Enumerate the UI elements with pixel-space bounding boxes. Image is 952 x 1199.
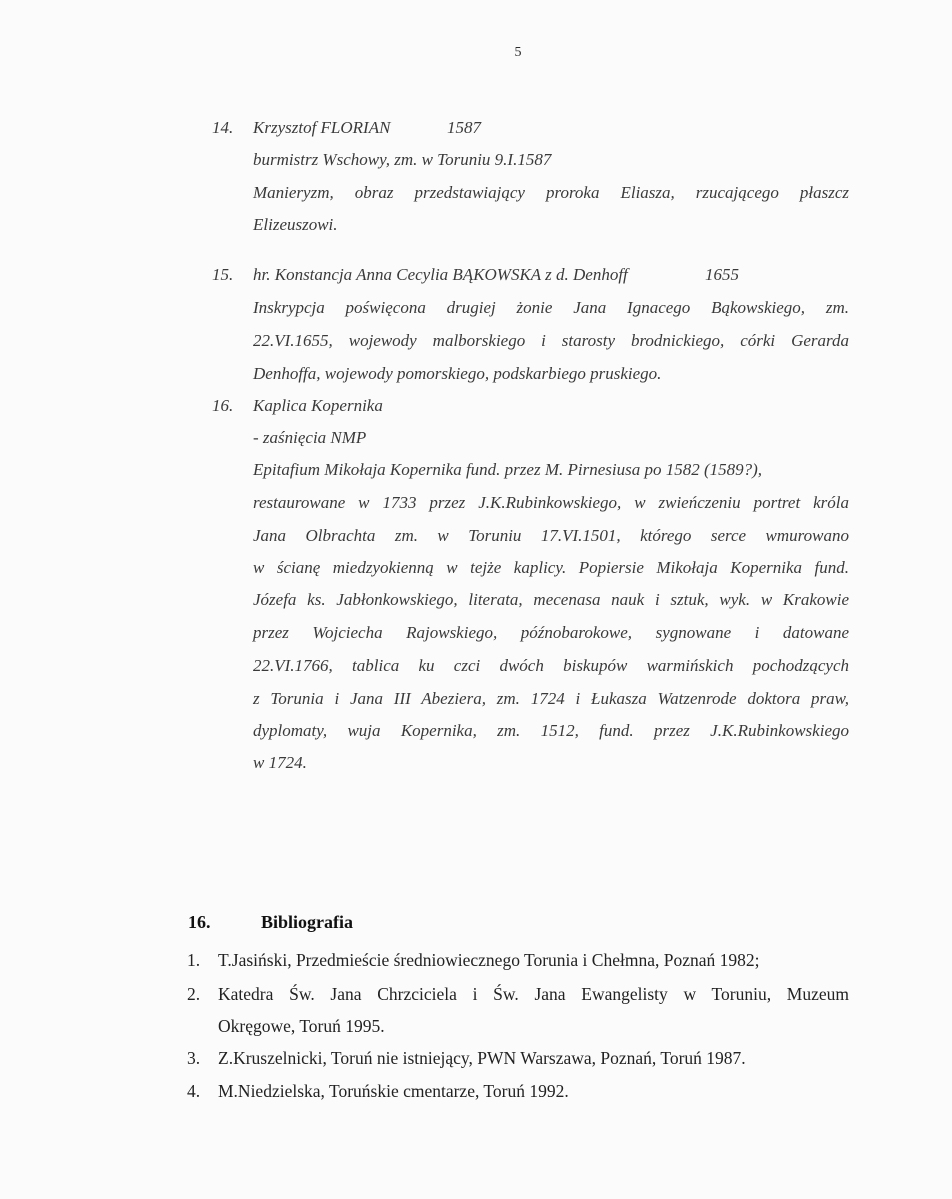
entry-line: przez Wojciecha Rajowskiego, późnobarokowe, sygnowane i datowane	[253, 623, 849, 642]
item-number: 2.	[187, 984, 201, 1004]
entry-line: Elizeuszowi.	[253, 215, 338, 234]
entry-number: 14.	[212, 118, 234, 137]
item-text: M.Niedzielska, Toruńskie cmentarze, Toruń 1992.	[218, 1081, 569, 1101]
entry-line: Denhoffa, wojewody pomorskiego, podskarbiego pruskiego.	[253, 364, 662, 383]
entry-number: 15.	[212, 265, 234, 284]
entry-line: w 1724.	[253, 753, 307, 772]
entry-year: 1655	[705, 265, 739, 284]
item-number: 4.	[187, 1081, 201, 1101]
entry-line: Józefa ks. Jabłonkowskiego, literata, mecenasa nauk i sztuk, wyk. w Krakowie	[253, 590, 849, 609]
entry-line: dyplomaty, wuja Kopernika, zm. 1512, fund. przez J.K.Rubinkowskiego	[253, 721, 849, 740]
entry-line: w ścianę miedzyokienną w tejże kaplicy. Popiersie Mikołaja Kopernika fund.	[253, 558, 849, 577]
entry-year: 1587	[447, 118, 481, 137]
entry-line: - zaśnięcia NMP	[253, 428, 367, 447]
entry-line: Epitafium Mikołaja Kopernika fund. przez M. Pirnesiusa po 1582 (1589?),	[253, 460, 763, 479]
entry-line: 22.VI.1655, wojewody malborskiego i starosty brodnickiego, córki Gerarda	[253, 331, 849, 350]
entry-number: 16.	[212, 396, 234, 415]
entry-line: restaurowane w 1733 przez J.K.Rubinkowskiego, w zwieńczeniu portret króla	[253, 493, 849, 512]
entry-line: burmistrz Wschowy, zm. w Toruniu 9.I.1587	[253, 150, 552, 169]
section-title: Bibliografia	[261, 912, 354, 932]
entry-line: Manieryzm, obraz przedstawiający proroka Eliasza, rzucającego płaszcz	[253, 183, 849, 202]
entry-line: z Torunia i Jana III Abeziera, zm. 1724 i Łukasza Watzenrode doktora praw,	[253, 689, 849, 708]
entry-title: hr. Konstancja Anna Cecylia BĄKOWSKA z d. Denhoff	[253, 265, 628, 284]
item-text: Katedra Św. Jana Chrzciciela i Św. Jana Ewangelisty w Toruniu, Muzeum	[218, 984, 849, 1004]
item-text: T.Jasiński, Przedmieście średniowiecznego Torunia i Chełmna, Poznań 1982;	[218, 950, 760, 970]
item-number: 3.	[187, 1048, 201, 1068]
item-number: 1.	[187, 950, 201, 970]
entry-title: Krzysztof FLORIAN	[253, 118, 391, 137]
item-text: Okręgowe, Toruń 1995.	[218, 1016, 385, 1036]
section-number: 16.	[188, 912, 211, 932]
page-number: 5	[514, 45, 522, 60]
entry-title: Kaplica Kopernika	[253, 396, 383, 415]
item-text: Z.Kruszelnicki, Toruń nie istniejący, PWN Warszawa, Poznań, Toruń 1987.	[218, 1048, 746, 1068]
entry-line: Jana Olbrachta zm. w Toruniu 17.VI.1501, którego serce wmurowano	[253, 526, 849, 545]
entry-line: Inskrypcja poświęcona drugiej żonie Jana Ignacego Bąkowskiego, zm.	[253, 298, 849, 317]
entry-line: 22.VI.1766, tablica ku czci dwóch biskupów warmińskich pochodzących	[253, 656, 849, 675]
